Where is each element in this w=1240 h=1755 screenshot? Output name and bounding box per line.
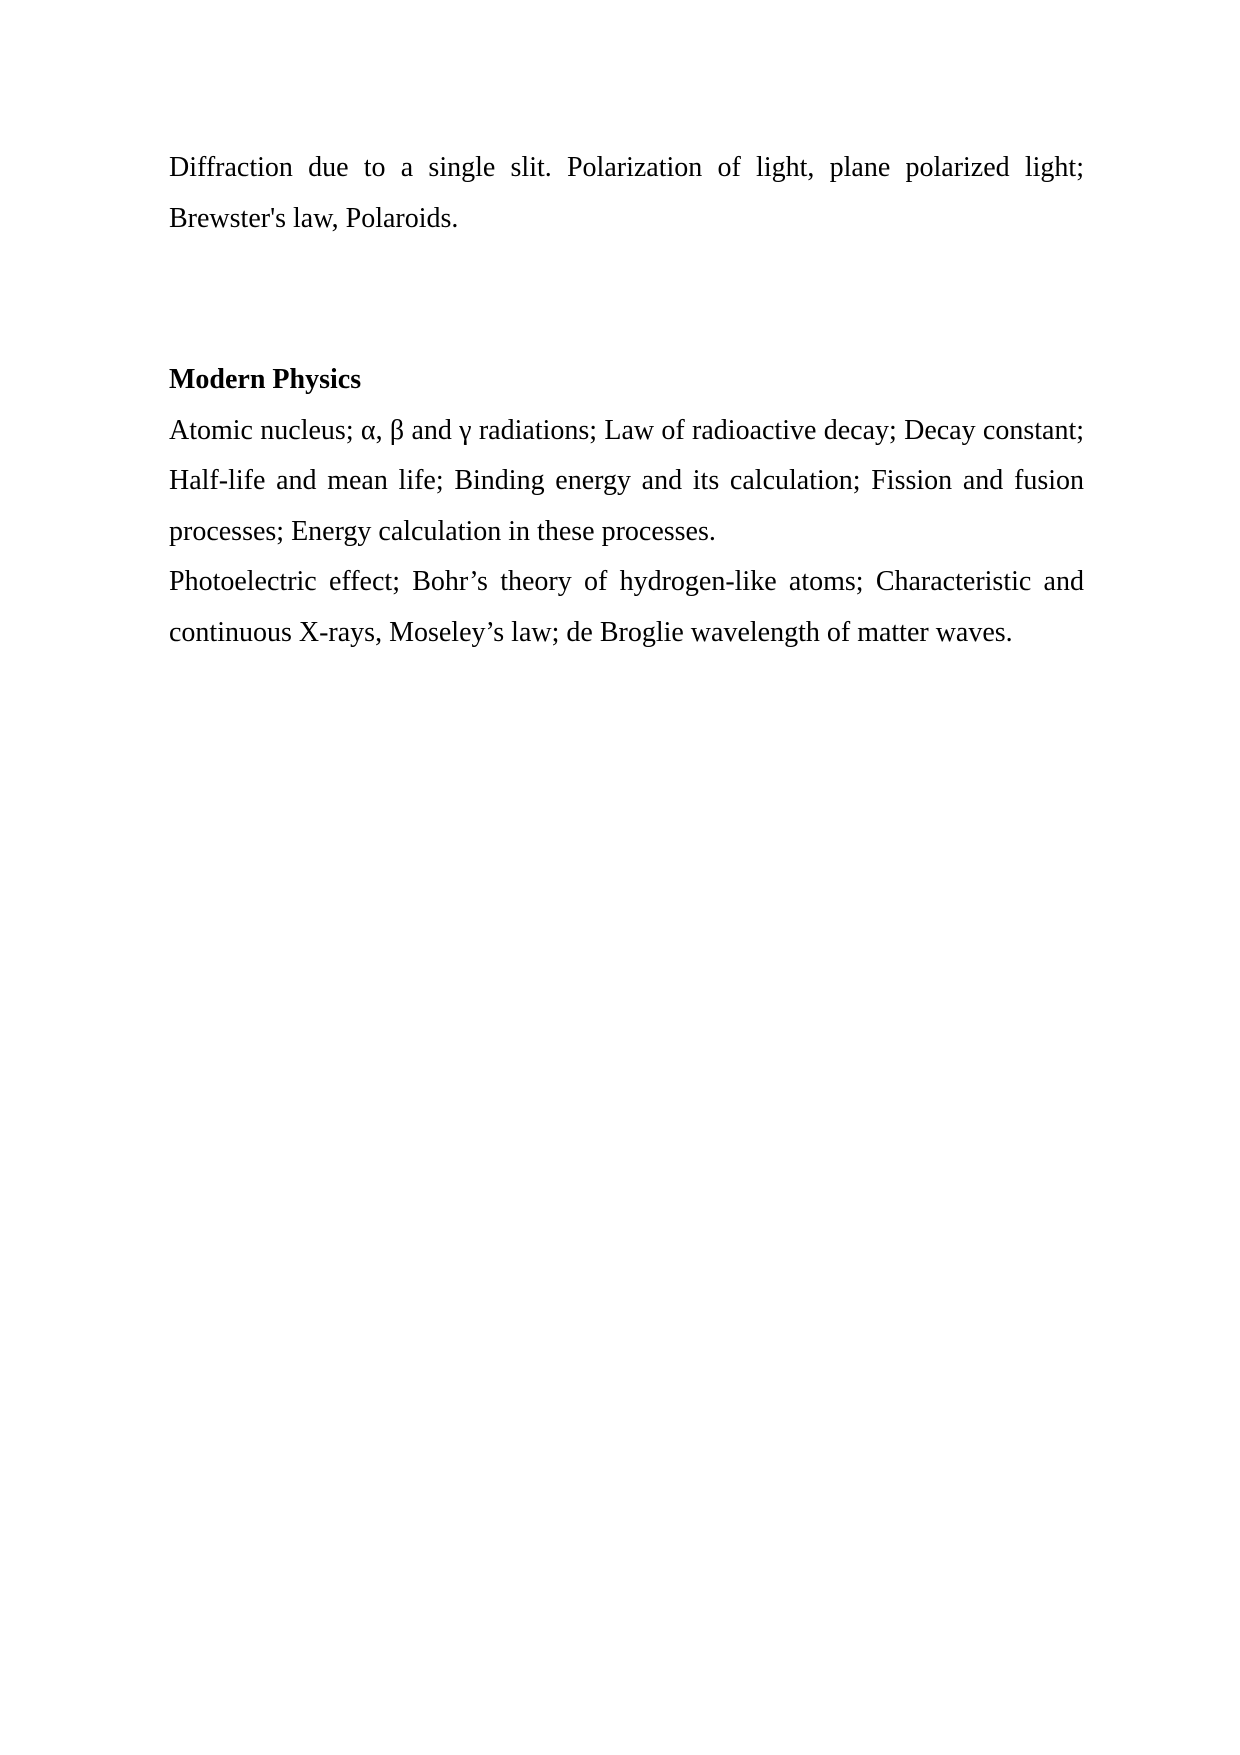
atomic-physics-paragraph: Photoelectric effect; Bohr’s theory of hydrogen-like atoms; Characteristic and continuous X-rays, Moseley’s law; de Broglie wavelength of matter waves. bbox=[169, 566, 1084, 648]
intro-paragraph: Diffraction due to a single slit. Polarization of light, plane polarized light; Brewster's law, Polaroids. bbox=[169, 152, 1084, 234]
page-content bbox=[169, 143, 1084, 658]
section-spacer bbox=[169, 244, 1084, 355]
section-heading: Modern Physics bbox=[169, 364, 362, 395]
nuclear-physics-paragraph: Atomic nucleus; α, β and γ radiations; Law of radioactive decay; Decay constant; Half-life and mean life; Binding energy and its calculation; Fission and fusion processes; Energy calculation in these processes. bbox=[169, 414, 1084, 547]
